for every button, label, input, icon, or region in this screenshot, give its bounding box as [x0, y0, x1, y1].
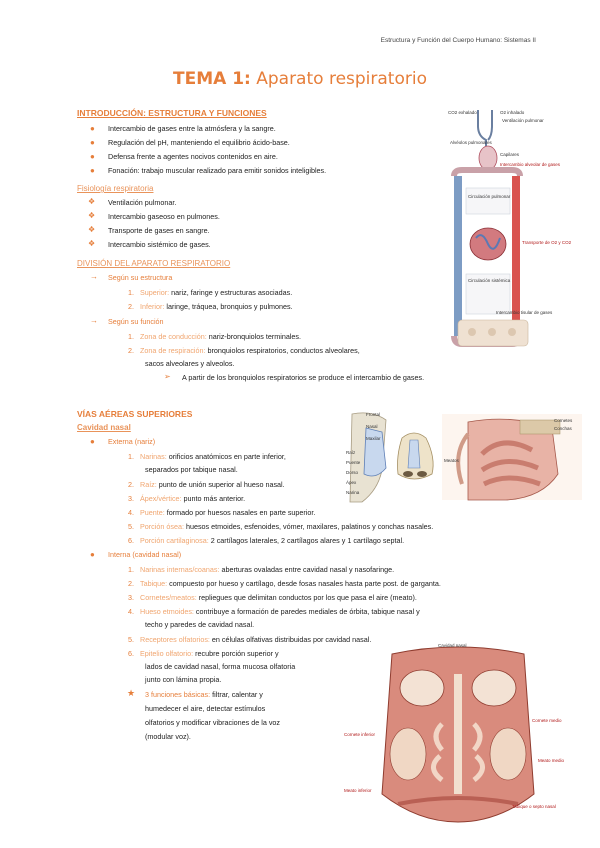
- figure-label: Puente: [346, 460, 361, 465]
- list-item: Defensa frente a agentes nocivos contenidos en aire.: [108, 152, 278, 161]
- running-header: Estructura y Función del Cuerpo Humano: Sistemas II: [380, 37, 536, 44]
- bullet-icon: ●: [90, 166, 95, 175]
- list-item: 3. Ápex/vértice: punto más anterior.: [128, 494, 246, 503]
- list-item: Transporte de gases en sangre.: [108, 226, 210, 235]
- list-item: 5. Porción ósea: huesos etmoides, esfenoides, vómer, maxilares, palatinos y conchas nasales.: [128, 522, 434, 531]
- list-item-cont: techo y paredes de cavidad nasal.: [145, 620, 255, 629]
- figure-label: Alvéolos pulmonares: [450, 140, 492, 145]
- figure-label: Ventilación pulmonar: [502, 118, 544, 123]
- funcion-label: Según su función: [108, 317, 164, 326]
- figure-label: O2 inhalado: [500, 110, 525, 115]
- list-item-cont: lados de cavidad nasal, forma mucosa olfatoria: [145, 662, 296, 671]
- estructura-label: Según su estructura: [108, 273, 173, 282]
- list-item: Intercambio gaseoso en pulmones.: [108, 212, 220, 221]
- figure-label: Meato medio: [538, 758, 565, 763]
- diamond-bullet-icon: ❖: [88, 239, 96, 248]
- division-heading: DIVISIÓN DEL APARATO RESPIRATORIO: [77, 259, 231, 268]
- list-item: 4. Puente: formado por huesos nasales en parte superior.: [128, 508, 316, 517]
- intro-heading: INTRODUCCIÓN: ESTRUCTURA Y FUNCIONES: [77, 108, 267, 118]
- list-item-cont: sacos alveolares y alveolos.: [145, 359, 235, 368]
- figure-label: Frontal: [366, 412, 381, 417]
- arrow-icon: →: [90, 316, 98, 325]
- interna-label: Interna (cavidad nasal): [108, 550, 182, 559]
- note-text: A partir de los bronquiolos respiratorios se produce el intercambio de gases.: [182, 373, 425, 382]
- figure-label: Meatos: [444, 458, 459, 463]
- figure-label: Cornete medio: [532, 718, 562, 723]
- figure-label: Cornetes: [554, 418, 573, 423]
- title-text: Aparato respiratorio: [250, 69, 427, 89]
- list-item: 6. Epitelio olfatorio: recubre porción superior y: [128, 649, 279, 658]
- figure-label: Narina: [346, 490, 360, 495]
- list-item: Intercambio sistémico de gases.: [108, 240, 211, 249]
- star-item-cont: olfatorios y modificar vibraciones de la voz: [145, 718, 281, 727]
- list-item: 1. Narinas internas/coanas: aberturas ovaladas entre cavidad nasal y nasofaringe.: [128, 565, 395, 574]
- list-item-cont: junto con lámina propia.: [145, 675, 222, 684]
- bullet-icon: ●: [90, 138, 95, 147]
- coronal-cavity-figure: [338, 644, 578, 822]
- bullet-icon: ●: [90, 124, 95, 133]
- figure-label: Capilares: [500, 152, 520, 157]
- list-item: 1. Narinas: orificios anatómicos en parte inferior,: [128, 452, 286, 461]
- star-item: 3 funciones básicas: filtrar, calentar y: [145, 690, 263, 699]
- figure-label: Circulación sistémica: [468, 278, 511, 283]
- list-item: 2. Zona de respiración: bronquiolos respiratorios, conductos alveolares,: [128, 346, 360, 355]
- figure-label: Maxilar: [366, 436, 381, 441]
- arrow-icon: →: [90, 272, 98, 281]
- figure-label: Circulación pulmonar: [468, 194, 511, 199]
- list-item: 5. Receptores olfatorios: en células olfativas distribuidas por cavidad nasal.: [128, 635, 372, 644]
- figure-label: Raíz: [346, 450, 356, 455]
- external-nose-figure: [342, 410, 444, 506]
- star-icon: ★: [127, 688, 136, 698]
- list-item: 1. Zona de conducción: nariz-bronquiolos terminales.: [128, 332, 302, 341]
- list-item: 6. Porción cartilaginosa: 2 cartílagos laterales, 2 cartílagos alares y 1 cartílago septal.: [128, 536, 405, 545]
- arrow-icon: ➢: [164, 372, 171, 381]
- bullet-icon: ●: [90, 550, 95, 559]
- respiration-diagram: [448, 106, 572, 352]
- list-item-cont: separados por tabique nasal.: [145, 465, 238, 474]
- cavidad-heading: Cavidad nasal: [77, 423, 131, 432]
- sagittal-nose-figure: [442, 414, 582, 500]
- list-item: Fonación: trabajo muscular realizado para emitir sonidos inteligibles.: [108, 166, 327, 175]
- figure-label: Cavidad nasal: [438, 643, 467, 648]
- figure-label: CO2 exhalado: [448, 110, 477, 115]
- figure-label: Intercambio alveolar de gases: [500, 162, 561, 167]
- star-item-cont: (modular voz).: [145, 732, 191, 741]
- list-item: 2. Raíz: punto de unión superior al hueso nasal.: [128, 480, 285, 489]
- diamond-bullet-icon: ❖: [88, 211, 96, 220]
- star-item-cont: humedecer el aire, detectar estímulos: [145, 704, 266, 713]
- list-item: 1. Superior: nariz, faringe y estructuras asociadas.: [128, 288, 293, 297]
- diamond-bullet-icon: ❖: [88, 197, 96, 206]
- list-item: 4. Hueso etmoides: contribuye a formación de paredes mediales de órbita, tabique nasal y: [128, 607, 420, 616]
- bullet-icon: ●: [90, 437, 95, 446]
- list-item: Ventilación pulmonar.: [108, 198, 177, 207]
- figure-label: Cornete inferior: [344, 732, 376, 737]
- figure-label: Meato inferior: [344, 788, 372, 793]
- figure-label: Intercambio tisular de gases: [496, 310, 553, 315]
- figure-label: Transporte de O2 y CO2: [522, 240, 572, 245]
- figure-label: Ápex: [346, 480, 357, 485]
- list-item: 2. Inferior: laringe, tráquea, bronquios y pulmones.: [128, 302, 293, 311]
- list-item: Intercambio de gases entre la atmósfera y la sangre.: [108, 124, 276, 133]
- bullet-icon: ●: [90, 152, 95, 161]
- figure-label: Dorso: [346, 470, 359, 475]
- list-item: 3. Cornetes/meatos: repliegues que delimitan conductos por los que pasa el aire (meato).: [128, 593, 417, 602]
- figure-label: Nasal: [366, 424, 378, 429]
- page-title: [0, 69, 600, 89]
- title-number: TEMA 1:: [173, 69, 251, 89]
- vias-heading: VÍAS AÉREAS SUPERIORES: [77, 409, 193, 419]
- list-item: 2. Tabique: compuesto por hueso y cartílago, desde fosas nasales hasta parte post. de garganta.: [128, 579, 441, 588]
- figure-label: Conchas: [554, 426, 572, 431]
- externa-label: Externa (nariz): [108, 437, 156, 446]
- fisiologia-heading: Fisiología respiratoria: [77, 184, 154, 193]
- list-item: Regulación del pH, manteniendo el equilibrio ácido-base.: [108, 138, 290, 147]
- figure-label: Tabique o septo nasal: [512, 804, 556, 809]
- diamond-bullet-icon: ❖: [88, 225, 96, 234]
